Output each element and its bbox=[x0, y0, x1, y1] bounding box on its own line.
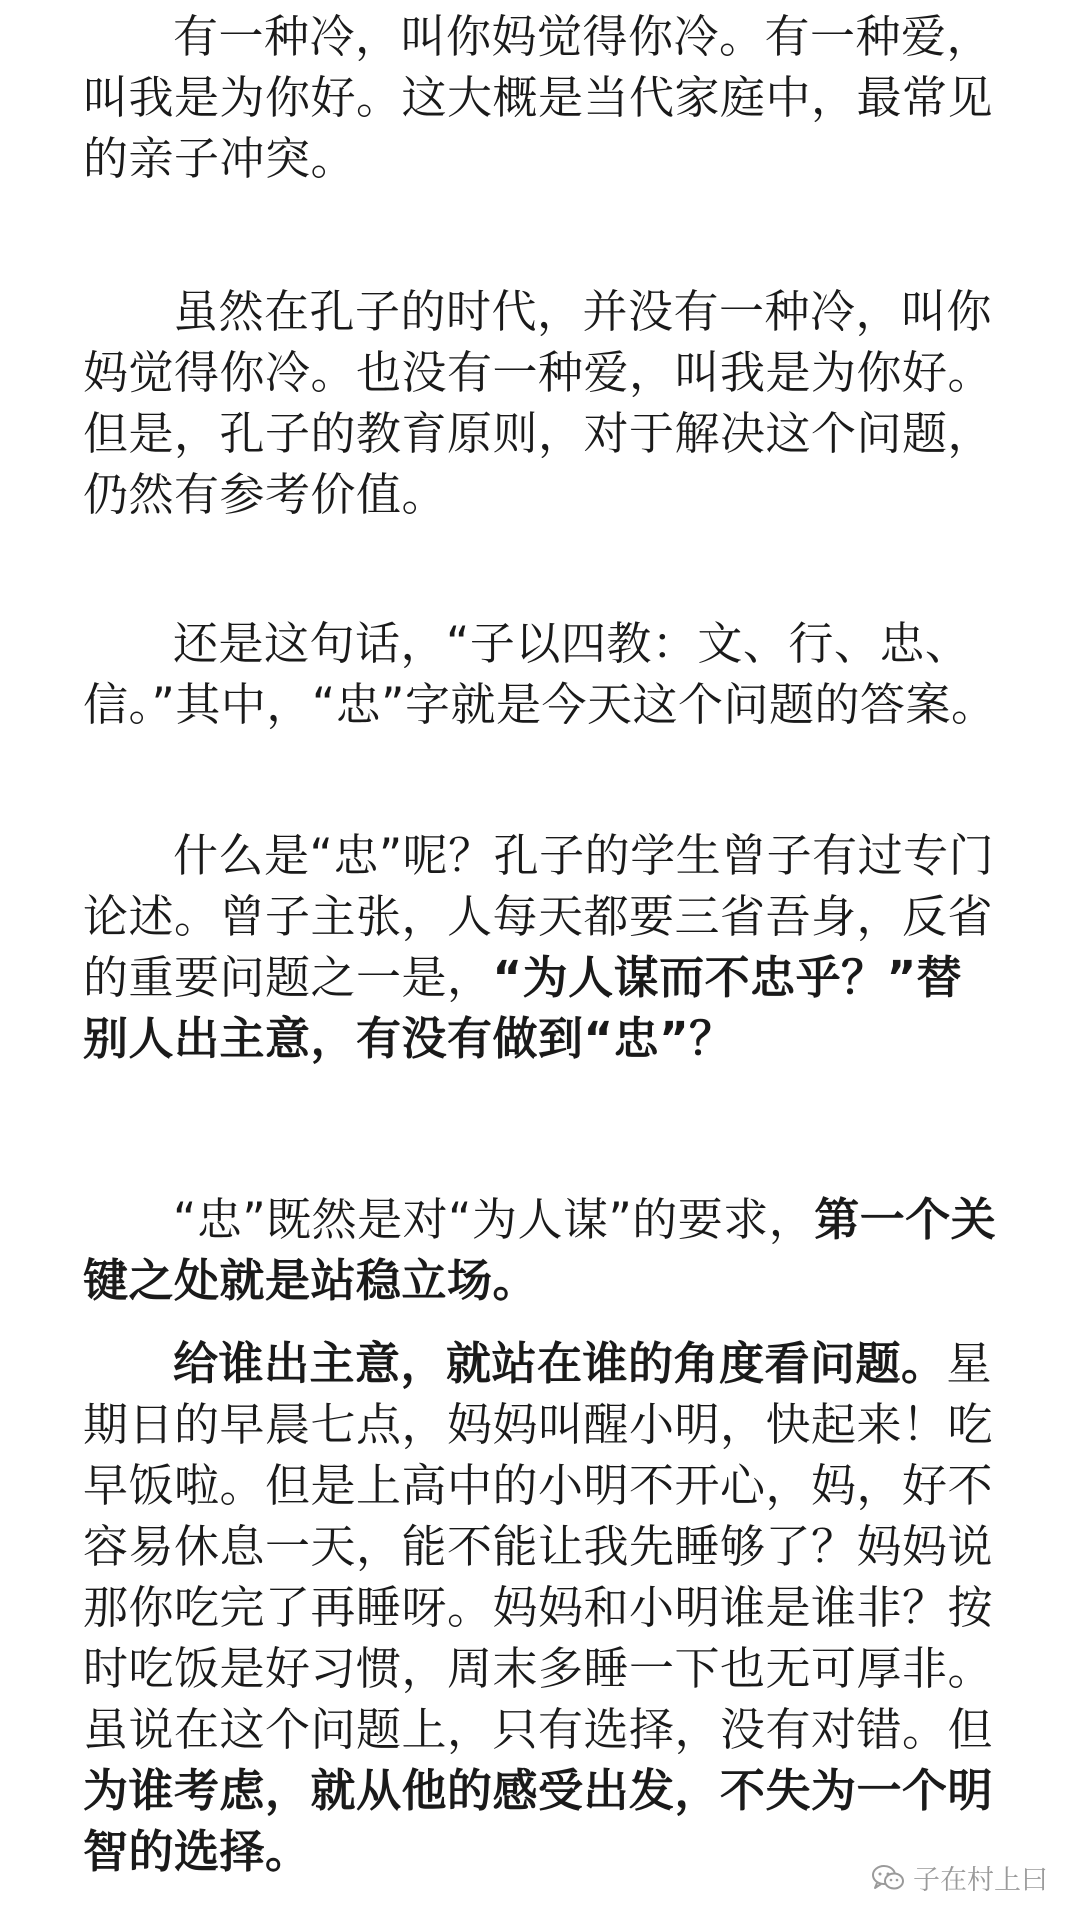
paragraph bbox=[83, 281, 1003, 525]
paragraph bbox=[83, 6, 1003, 189]
paragraph-text: 虽然在孔子的时代，并没有一种冷，叫你妈觉得你冷。也没有一种爱，叫我是为你好。但是，孔子的教育原则，对于解决这个问题，仍然有参考价值。 bbox=[83, 285, 994, 521]
paragraph bbox=[83, 1333, 1003, 1882]
paragraph-bold-text: 第一个关键之处就是站稳立场。 bbox=[83, 1193, 997, 1307]
paragraph bbox=[83, 825, 1003, 1069]
paragraph-text: 有一种冷，叫你妈觉得你冷。有一种爱，叫我是为你好。这大概是当代家庭中，最常见的亲子冲突。 bbox=[83, 10, 994, 185]
account-watermark bbox=[871, 1858, 1048, 1897]
watermark-text: 子在村上曰 bbox=[913, 1865, 1048, 1895]
paragraph-text: “忠”既然是对“为人谋”的要求， bbox=[173, 1193, 815, 1246]
paragraph bbox=[83, 1189, 1003, 1311]
wechat-icon bbox=[871, 1864, 905, 1892]
paragraph-text: 星期日的早晨七点，妈妈叫醒小明，快起来！吃早饭啦。但是上高中的小明不开心，妈，好不容易休息一天，能不能让我先睡够了？妈妈说那你吃完了再睡呀。妈妈和小明谁是谁非？按时吃饭是好习惯，周末多睡一下也无可厚非。虽说在这个问题上，只有选择，没有对错。但 bbox=[83, 1337, 994, 1756]
paragraph-bold-text: “为人谋而不忠乎？”替别人出主意，有没有做到“忠”？ bbox=[83, 951, 963, 1065]
paragraph-text: 还是这句话，“子以四教：文、行、忠、信。”其中，“忠”字就是今天这个问题的答案。 bbox=[83, 617, 997, 731]
paragraph-bold-text: 给谁出主意，就站在谁的角度看问题。 bbox=[173, 1337, 947, 1390]
article-body bbox=[83, 6, 1003, 1882]
paragraph-text: 什么是“忠”呢？孔子的学生曾子有过专门论述。曾子主张，人每天都要三省吾身，反省的重要问题之一是， bbox=[83, 829, 995, 1004]
paragraph bbox=[83, 613, 1003, 735]
paragraph-bold-text: 为谁考虑，就从他的感受出发，不失为一个明智的选择。 bbox=[83, 1764, 994, 1878]
